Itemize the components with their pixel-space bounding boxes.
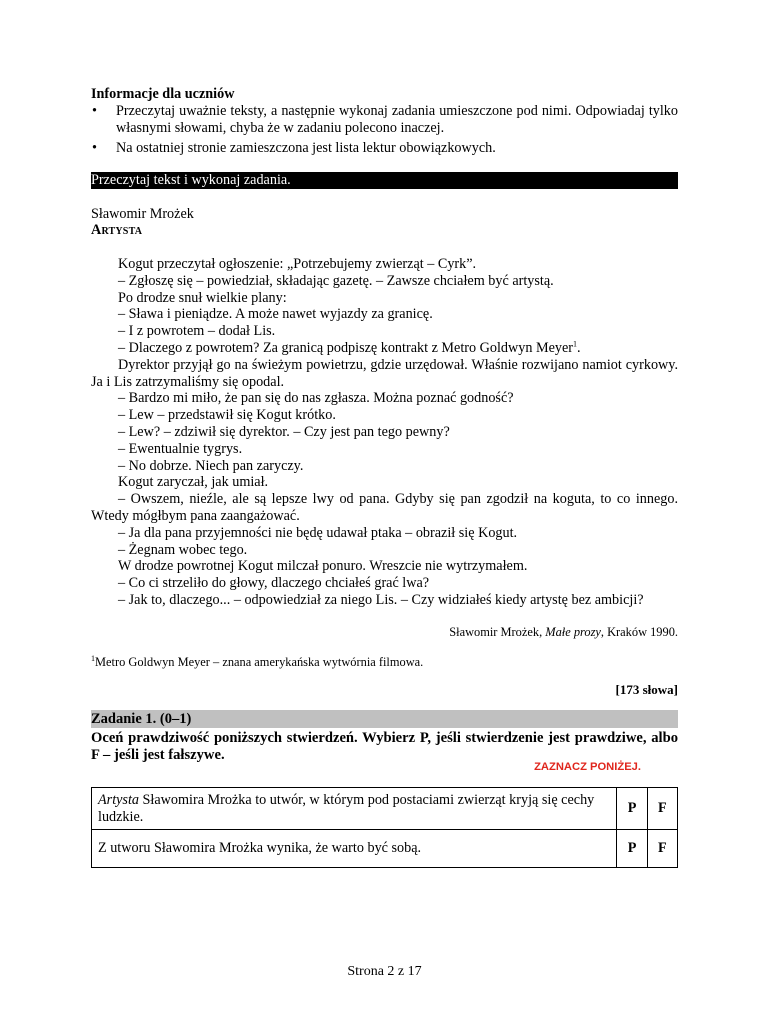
story-paragraph: – Lew – przedstawił się Kogut krótko. — [118, 407, 336, 424]
story-paragraph: Dyrektor przyjął go na świeżym powietrzu, gdzie urzędował. Właśnie rozwijano namiot cyrkowy. Ja i Lis zatrzymaliśmy się opodal. — [91, 356, 678, 390]
story-paragraph: – Bardzo mi miło, że pan się do nas zgłasza. Można poznać godność? — [118, 390, 514, 407]
option-false-2[interactable]: F — [647, 830, 677, 868]
story-paragraph: – Lew? – zdziwił się dyrektor. – Czy jest pan tego pewny? — [118, 423, 450, 440]
story-paragraph: Kogut zaryczał, jak umiał. — [118, 474, 269, 491]
bullet-icon: • — [92, 139, 97, 156]
story-paragraph: – Co ci strzeliło do głowy, dlaczego chciałeś grać lwa? — [118, 575, 430, 592]
page-number: Strona 2 z 17 — [347, 964, 422, 979]
story-paragraph: – Sława i pieniądze. A może nawet wyjazdy za granicę. — [118, 306, 433, 323]
option-true-1[interactable]: P — [617, 788, 647, 830]
true-false-table — [91, 787, 678, 868]
mark-hint: ZAZNACZ PONIŻEJ. — [534, 761, 641, 773]
option-false-1[interactable]: F — [647, 788, 677, 830]
story-paragraph: – Żegnam wobec tego. — [118, 541, 248, 558]
story-paragraph: – Zgłoszę się – powiedział, składając gazetę. – Zawsze chciałem być artystą. — [118, 272, 554, 289]
story-paragraph: Kogut przeczytał ogłoszenie: „Potrzebujemy zwierząt – Cyrk”. — [118, 256, 477, 272]
text-author: Sławomir Mrożek — [91, 206, 194, 222]
task-heading-bar — [91, 710, 678, 728]
text-source: Sławomir Mrożek, Małe prozy, Kraków 1990. — [449, 625, 678, 639]
story-paragraph: – I z powrotem – dodał Lis. — [118, 323, 276, 340]
statement-cell: Artysta Sławomira Mrożka to utwór, w którym pod postaciami zwierząt kryją się cechy ludzkie. — [92, 788, 617, 830]
table-row — [92, 788, 678, 830]
task-instruction: Oceń prawdziwość poniższych stwierdzeń. Wybierz P, jeśli stwierdzenie jest prawdziwe, albo F – jeśli jest fałszywe. — [91, 730, 678, 763]
story-paragraph: – Ja dla pana przyjemności nie będę udawał ptaka – obraził się Kogut. — [118, 524, 518, 541]
footnote: $^1$Metro Goldwyn Meyer – znana amerykańska wytwórnia filmowa. — [91, 653, 424, 669]
bullet-icon: • — [92, 103, 97, 119]
statement-cell: Z utworu Sławomira Mrożka wynika, że warto być sobą. — [92, 830, 617, 868]
info-bullet: • Przeczytaj uważnie teksty, a następnie wykonaj zadania umieszczone pod nimi. Odpowiadaj tylko własnymi słowami, chyba że w zadaniu polecono inaczej. — [92, 103, 678, 136]
story-paragraph: – Jak to, dlaczego... – odpowiedział za niego Lis. – Czy widziałeś kiedy artystę bez ambicji? — [118, 591, 644, 608]
footnote-marker: 1 — [573, 339, 578, 349]
info-bullet: • Na ostatniej stronie zamieszczona jest lista lektur obowiązkowych. — [92, 139, 496, 156]
option-true-2[interactable]: P — [617, 830, 647, 868]
story-paragraph: – Dlaczego z powrotem? Za granicą podpiszę kontrakt z Metro Goldwyn Meyer$^1$. — [118, 339, 581, 356]
section-bar: Przeczytaj tekst i wykonaj zadania. — [91, 172, 678, 189]
story-paragraph: – Ewentualnie tygrys. — [118, 440, 243, 457]
story-paragraph: W drodze powrotnej Kogut milczał ponuro. Wreszcie nie wytrzymałem. — [118, 558, 528, 575]
task-heading: Zadanie 1. (0–1) — [91, 711, 192, 727]
story-paragraph: Po drodze snuł wielkie plany: — [118, 289, 287, 306]
table-row — [92, 830, 678, 868]
text-title: Artysta — [91, 222, 143, 238]
info-heading: Informacje dla uczniów — [91, 86, 235, 102]
word-count: [173 słowa] — [615, 682, 678, 697]
story-text — [91, 256, 678, 609]
story-paragraph: – No dobrze. Niech pan zaryczy. — [118, 457, 304, 474]
story-paragraph: – Owszem, nieźle, ale są lepsze lwy od pana. Gdyby się pan zgodził na koguta, to co innego. Wtedy mógłbym pana zaangażować. — [91, 491, 678, 524]
info-list — [91, 103, 678, 159]
